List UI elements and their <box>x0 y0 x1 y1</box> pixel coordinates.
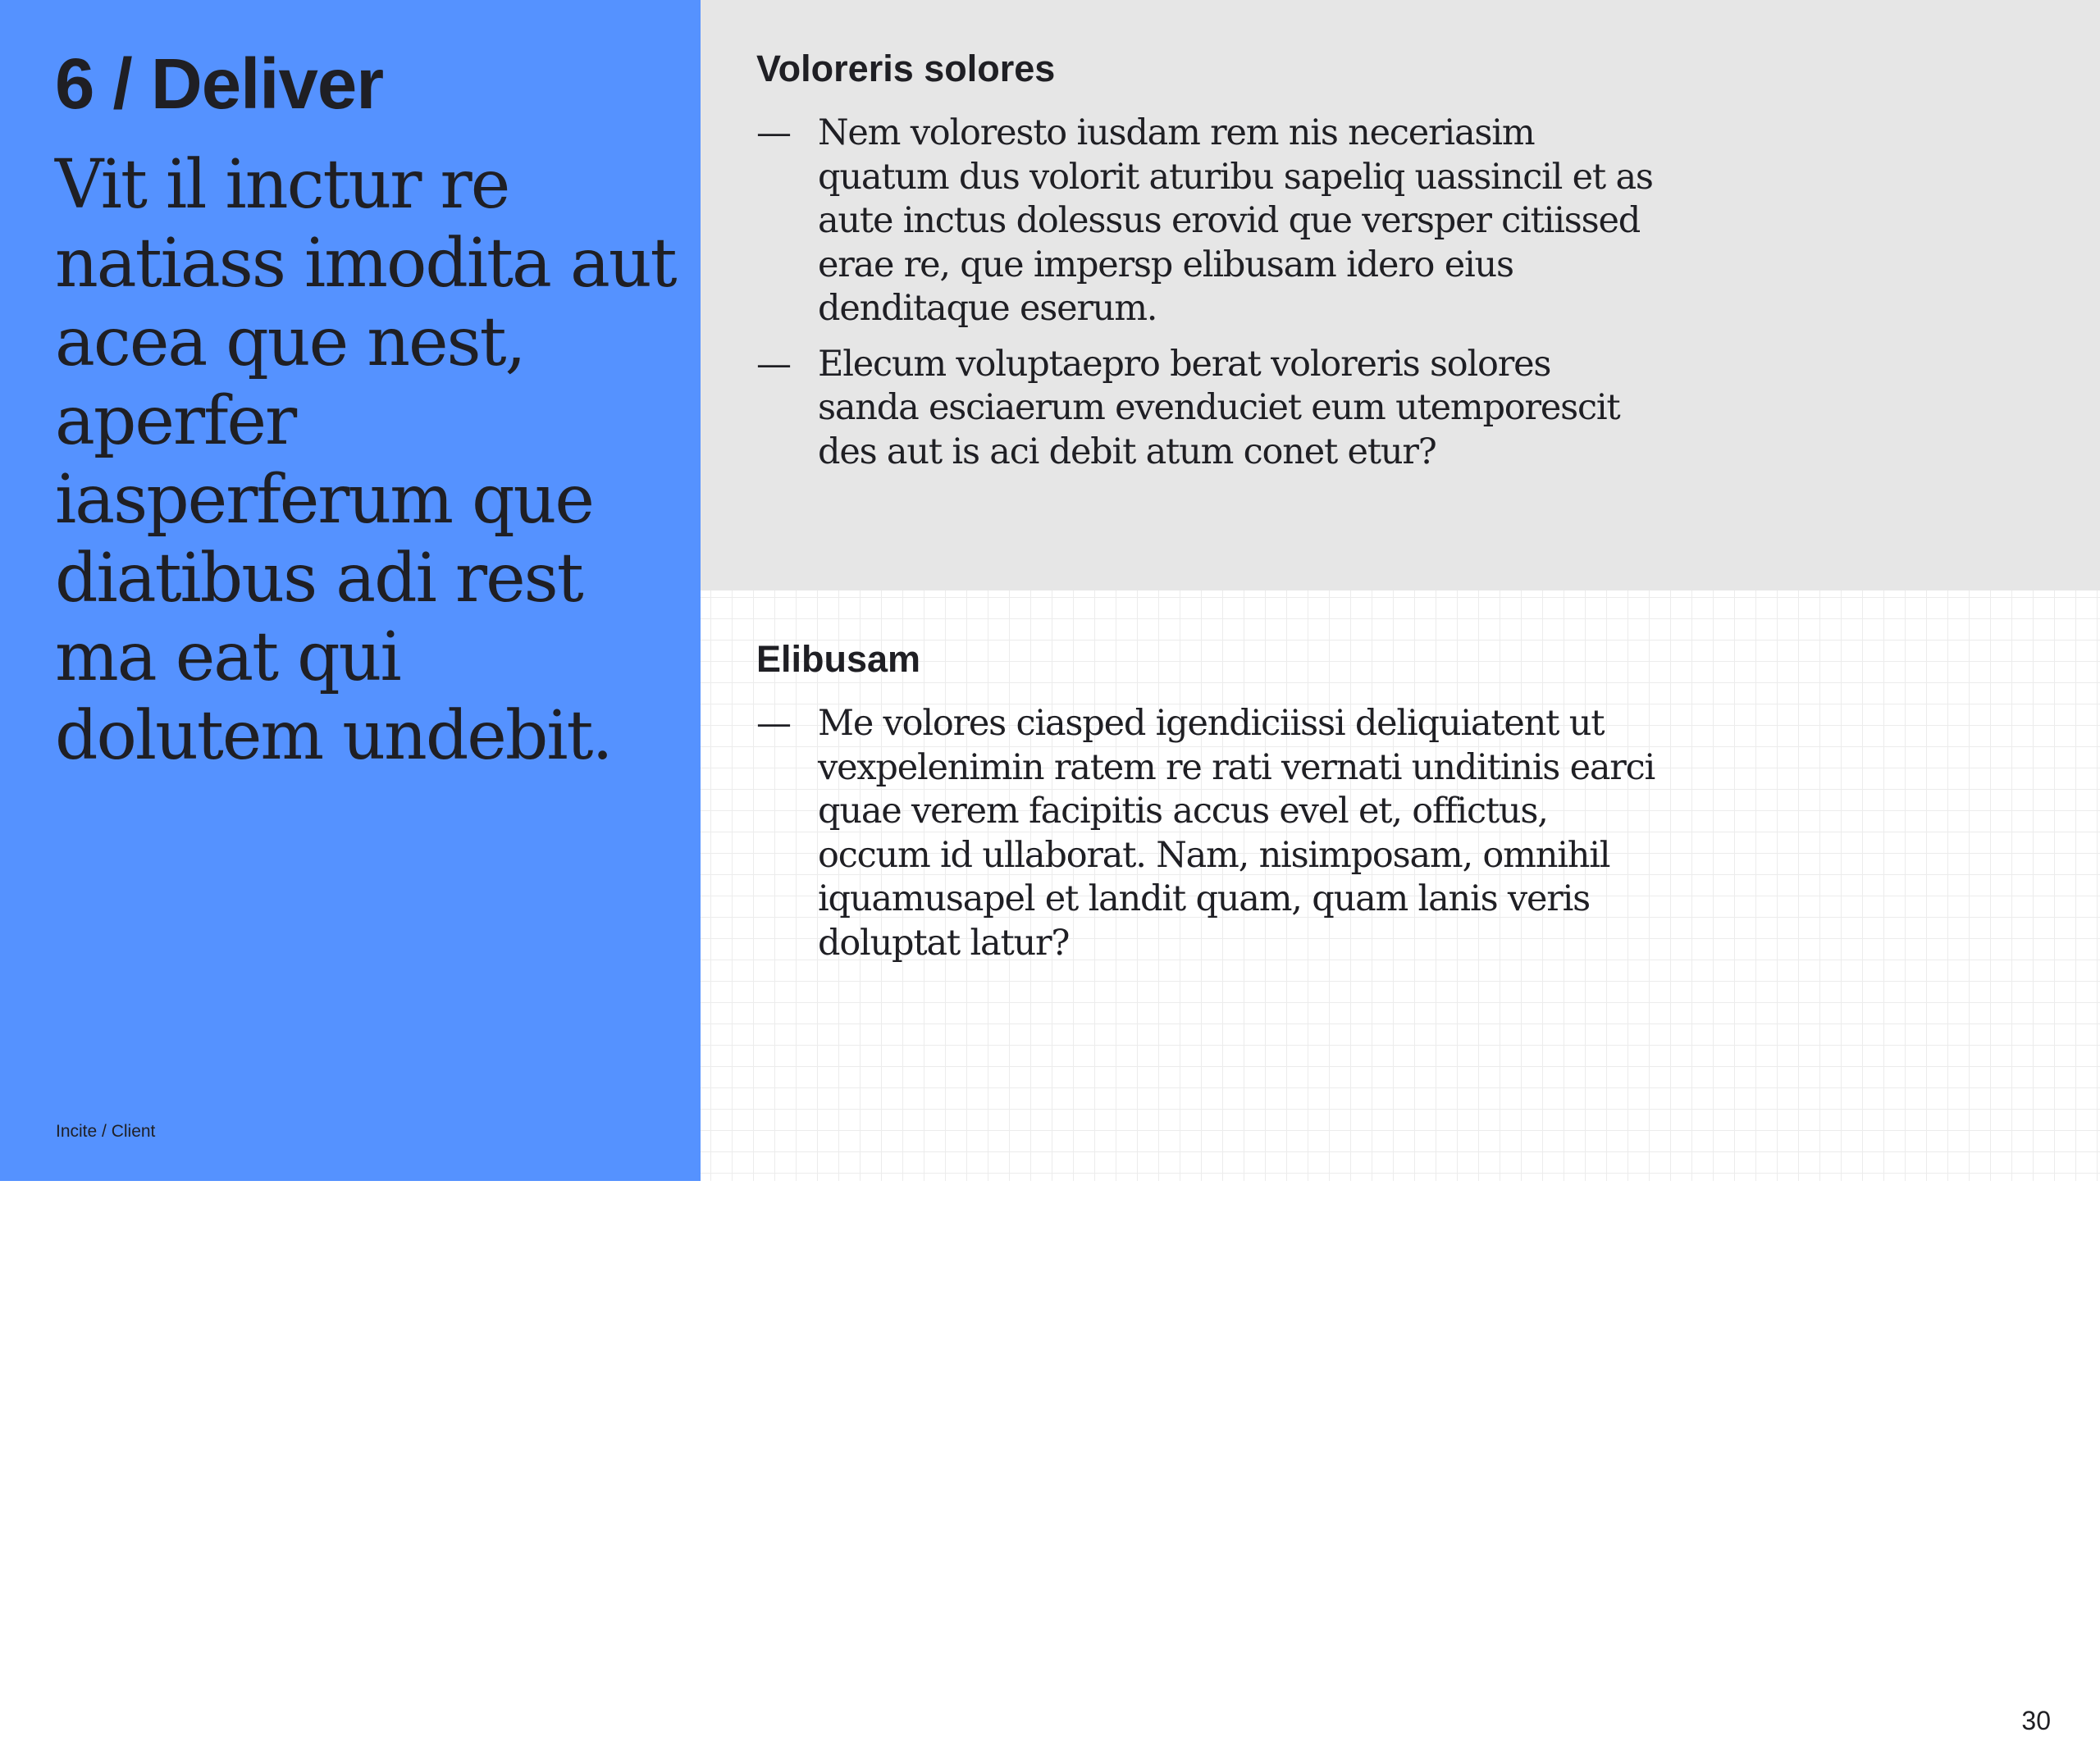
bottom-text-block <box>756 636 1659 977</box>
list-item <box>756 343 1659 475</box>
top-content-panel <box>701 0 2100 590</box>
top-bullet-list <box>756 112 1659 474</box>
em-dash-bullet: — <box>756 343 791 385</box>
list-item <box>756 112 1659 331</box>
list-item <box>756 702 1659 965</box>
bottom-content-panel <box>701 590 2100 1735</box>
em-dash-bullet: — <box>756 112 791 153</box>
section-title: 6 / Deliver <box>55 44 384 124</box>
top-block-heading: Voloreris solores <box>756 48 1056 89</box>
bullet-text: Elecum voluptaepro berat voloreris solores sanda esciaerum evenduciet eum utemporescit des aut is aci debit atum conet etur? <box>818 343 1620 472</box>
bullet-text: Me volores ciasped igendiciissi deliquiatent ut vexpelenimin ratem re rati vernati unditinis earci quae verem facipitis accus evel et, offictus, occum id ullaborat. Nam, nisimposam, omnihil iquamusapel et landit quam, quam lanis veris doluptat latur? <box>818 703 1655 964</box>
bottom-block-heading: Elibusam <box>756 638 921 680</box>
left-panel <box>0 0 701 1181</box>
page-number: 30 <box>2021 1706 2051 1735</box>
hero-statement: Vit il inctur re natiass imodita aut acea que nest, aperfer iasperferum que diatibus adi rest ma eat qui dolutem undebit. <box>55 146 676 775</box>
em-dash-bullet: — <box>756 703 791 744</box>
footer-client-label: Incite / Client <box>56 1122 156 1141</box>
top-text-block <box>756 46 1659 486</box>
bullet-text: Nem voloresto iusdam rem nis neceriasim quatum dus volorit aturibu sapeliq uassincil et as aute inctus dolessus erovid que versper citiissed erae re, que impersp elibusam idero eius denditaque eserum. <box>818 112 1653 329</box>
bottom-bullet-list <box>756 702 1659 965</box>
